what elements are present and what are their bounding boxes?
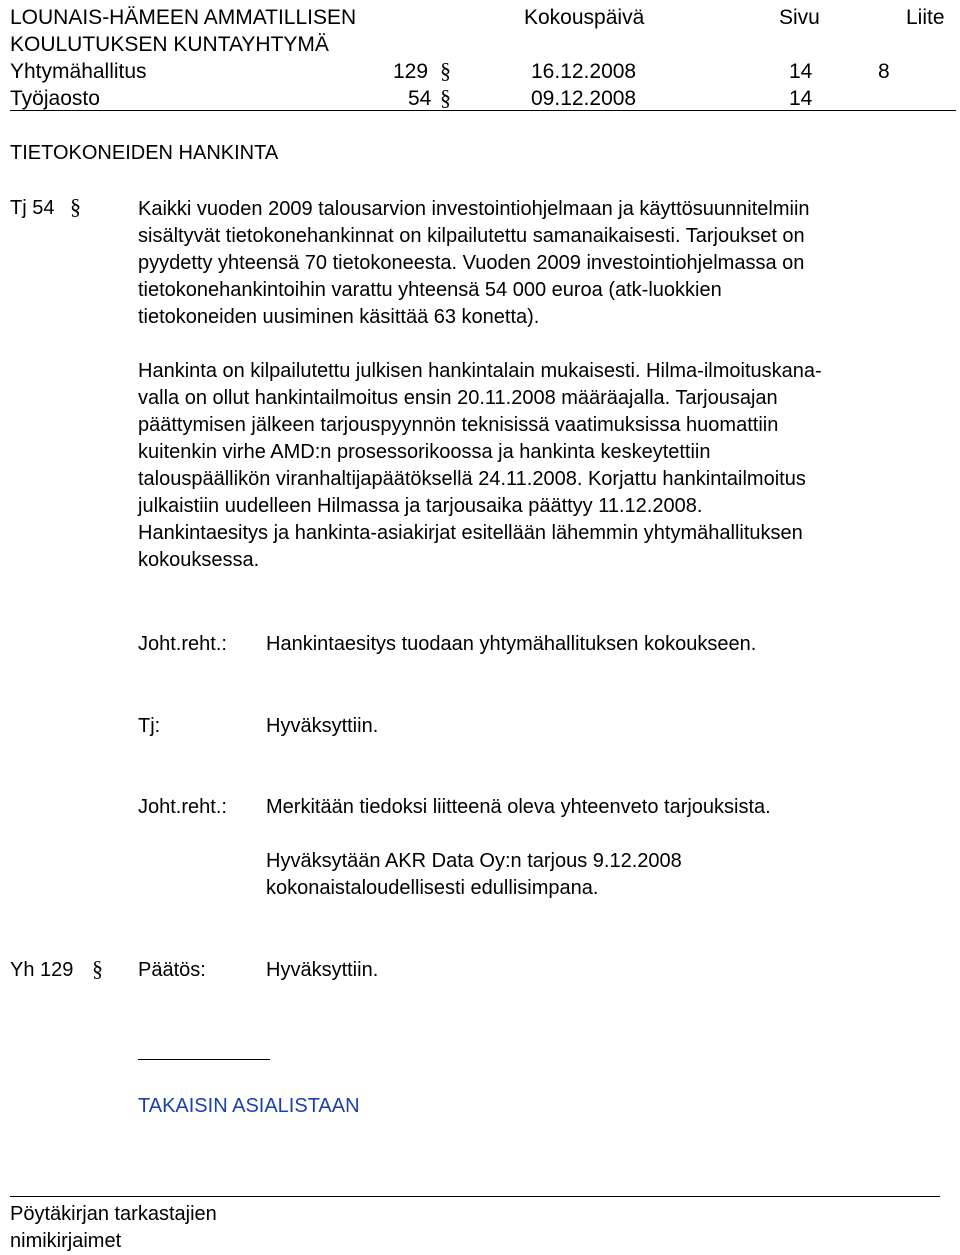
decision-text: Merkitään tiedoksi liitteenä oleva yhteenveto tarjouksista. — [266, 796, 771, 818]
header-meeting-date-label: Kokouspäivä — [524, 6, 645, 29]
decision-label: Joht.reht.: — [138, 796, 227, 818]
org-name-line2: KOULUTUKSEN KUNTAYHTYMÄ — [10, 33, 329, 56]
paragraph-line: pyydetty yhteensä 70 tietokoneesta. Vuoden 2009 investointiohjelmassa on — [138, 252, 805, 274]
header-page-label: Sivu — [779, 6, 820, 29]
final-decision-text: Hyväksyttiin. — [266, 959, 379, 981]
section-mark: § — [92, 956, 103, 981]
paragraph-line: julkaistiin uudelleen Hilmassa ja tarjousaika päättyy 11.12.2008. — [138, 495, 703, 517]
paragraph-line: kokouksessa. — [138, 549, 260, 571]
paragraph-1 — [138, 196, 810, 331]
header-attachment-label: Liite — [906, 6, 945, 29]
org-name-line1: LOUNAIS-HÄMEEN AMMATILLISEN — [10, 6, 357, 29]
header-row-attachment: 8 — [878, 60, 890, 83]
header-row-body: Työjaosto — [10, 87, 100, 110]
proposal-line: Hyväksytään AKR Data Oy:n tarjous 9.12.2008 — [266, 850, 682, 872]
paragraph-line: kuitenkin virhe AMD:n prosessorikoossa ja hankinta keskeytettiin — [138, 441, 711, 463]
final-decision-label: Päätös: — [138, 959, 206, 981]
signature-line — [138, 1059, 270, 1060]
back-to-agenda-link[interactable]: TAKAISIN ASIALISTAAN — [138, 1095, 360, 1117]
paragraph-line: valla on ollut hankintailmoitus ensin 20.11.2008 määräajalla. Tarjousajan — [138, 387, 778, 409]
decision-label: Joht.reht.: — [138, 633, 227, 655]
paragraph-line: päättymisen jälkeen tarjouspyynnön teknisissä vaatimuksissa huomattiin — [138, 414, 779, 436]
paragraph-line: tietokoneiden uusiminen käsittää 63 konetta). — [138, 306, 540, 328]
footer-label-line1: Pöytäkirjan tarkastajien — [10, 1203, 217, 1225]
paragraph-line: Hankintaesitys ja hankinta-asiakirjat esitellään lähemmin yhtymähallituksen — [138, 522, 803, 544]
section-mark: § — [440, 58, 451, 83]
header-row-number: 129 — [393, 60, 429, 83]
decision-text: Hyväksyttiin. — [266, 715, 379, 737]
proposal-line: kokonaistaloudellisesti edullisimpana. — [266, 877, 599, 899]
footer-label-line2: nimikirjaimet — [10, 1230, 122, 1252]
header-row-page: 14 — [789, 87, 813, 110]
paragraph-2 — [138, 358, 822, 574]
decision-label: Tj: — [138, 715, 161, 737]
header-row-number: 54 — [408, 87, 432, 110]
paragraph-line: talouspäällikön viranhaltijapäätöksellä 24.11.2008. Korjattu hankintailmoitus — [138, 468, 806, 490]
paragraph-line: Hankinta on kilpailutettu julkisen hankintalain mukaisesti. Hilma-ilmoituskana- — [138, 360, 822, 382]
header-row-page: 14 — [789, 60, 813, 83]
section-mark: § — [440, 85, 451, 110]
header-row-body: Yhtymähallitus — [10, 60, 147, 83]
decision-text: Hankintaesitys tuodaan yhtymähallituksen kokoukseen. — [266, 633, 757, 655]
footer-divider — [10, 1196, 940, 1197]
paragraph-line: Kaikki vuoden 2009 talousarvion investointiohjelmaan ja käyttösuunnitelmiin — [138, 198, 810, 220]
header-divider — [10, 110, 956, 111]
paragraph-line: sisältyvät tietokonehankinnat on kilpailutettu samanaikaisesti. Tarjoukset on — [138, 225, 805, 247]
header-row-date: 16.12.2008 — [531, 60, 637, 83]
final-label: Yh 129 — [10, 959, 74, 981]
page-title: TIETOKONEIDEN HANKINTA — [10, 142, 279, 164]
header-row-date: 09.12.2008 — [531, 87, 637, 110]
paragraph-line: tietokonehankintoihin varattu yhteensä 54 000 euroa (atk-luokkien — [138, 279, 722, 301]
section-mark: § — [70, 194, 81, 219]
tj-label: Tj 54 — [10, 197, 55, 219]
